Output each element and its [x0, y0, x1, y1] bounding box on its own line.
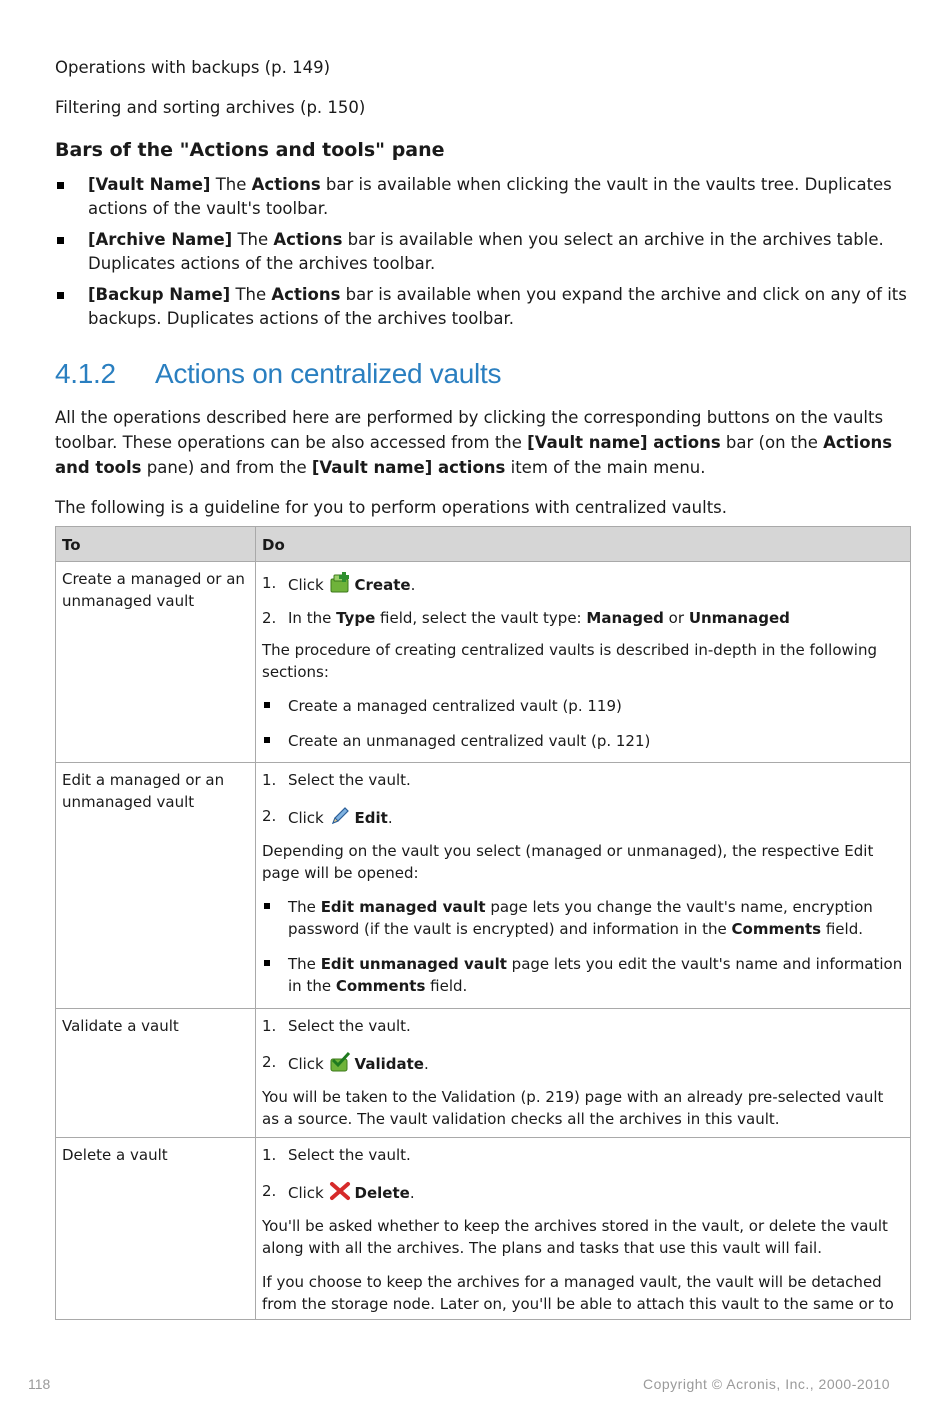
row-validate-do: 1. Select the vault. 2. Click Validate. You will be taken to the Validation (p. 219) page with an already pre-selected vault as a source. The vault validation checks all the archives in this vault.: [256, 1009, 911, 1138]
bullet-square-icon: [57, 237, 64, 244]
link-filtering-sorting-archives[interactable]: Filtering and sorting archives (p. 150): [55, 98, 366, 117]
row-create-do: 1. Click Create. 2. In the Type field, select the vault type: Managed or Unmanaged The procedure of creating centralized vaults is described in-depth in the following sections: Create a managed centralized vault (p. 119) Create an unmanaged centralized vault (p. 121): [256, 562, 911, 763]
row-validate-to: Validate a vault: [56, 1009, 256, 1138]
list-item: [Vault Name] The Actions bar is available when clicking the vault in the vaults tree. Duplicates actions of the vault's toolbar.: [55, 173, 911, 221]
bullet-square-icon: [264, 903, 270, 909]
list-item: The Edit managed vault page lets you change the vault's name, encryption password (if the vault is encrypted) and information in the Comments field.: [262, 896, 904, 940]
pencil-edit-icon: [329, 805, 351, 827]
bars-heading: Bars of the "Actions and tools" pane: [55, 139, 445, 161]
column-header-do: Do: [256, 527, 911, 562]
section-title: Actions on centralized vaults: [155, 358, 502, 389]
bullet-square-icon: [264, 960, 270, 966]
list-item[interactable]: Create a managed centralized vault (p. 119): [262, 695, 904, 717]
list-item[interactable]: Create an unmanaged centralized vault (p. 121): [262, 730, 904, 752]
table-row: [56, 1009, 911, 1138]
bullet-square-icon: [57, 182, 64, 189]
vault-create-icon: [329, 572, 351, 594]
row-edit-to: Edit a managed or an unmanaged vault: [56, 763, 256, 1009]
table-row: [56, 763, 911, 1009]
red-x-delete-icon: [329, 1180, 351, 1202]
guideline-paragraph: The following is a guideline for you to perform operations with centralized vaults.: [55, 498, 728, 517]
table-header-row: [56, 527, 911, 562]
bullet-square-icon: [57, 292, 64, 299]
row-edit-do: 1. Select the vault. 2. Click Edit. Depending on the vault you select (managed or unmanaged), the respective Edit page will be opened: The Edit managed vault page lets you change the vault's name, encryption password (if the vault is encrypted) and information in the Comments field. The Edit unmanaged vault page lets you edit the vault's name and information in the Comments field.: [256, 763, 911, 1009]
row-create-to: Create a managed or an unmanaged vault: [56, 562, 256, 763]
bars-list: [55, 173, 911, 338]
intro-paragraph: All the operations described here are performed by clicking the corresponding buttons on the vaults toolbar. These operations can be also accessed from the [Vault name] actions bar (on the Actions and tools pane) and from the [Vault name] actions item of the main menu.: [55, 408, 893, 477]
section-heading: [55, 358, 501, 390]
actions-table: [55, 526, 911, 1320]
table-row: [56, 1138, 911, 1320]
column-header-to: To: [56, 527, 256, 562]
list-item: [Backup Name] The Actions bar is available when you expand the archive and click on any of its backups. Duplicates actions of the archives toolbar.: [55, 283, 911, 331]
bullet-square-icon: [264, 737, 270, 743]
link-operations-with-backups[interactable]: Operations with backups (p. 149): [55, 58, 331, 77]
copyright-notice: Copyright © Acronis, Inc., 2000-2010: [643, 1376, 890, 1392]
list-item: The Edit unmanaged vault page lets you edit the vault's name and information in the Comments field.: [262, 953, 904, 997]
bullet-square-icon: [264, 702, 270, 708]
check-validate-icon: [329, 1051, 351, 1073]
table-row: [56, 562, 911, 763]
row-delete-do: 1. Select the vault. 2. Click Delete. You'll be asked whether to keep the archives stored in the vault, or delete the vault along with all the archives. The plans and tasks that use this vault will fail. If you choose to keep the archives for a managed vault, the vault will be detached from the storage node. Later on, you'll be able to attach this vault to the same or to: [256, 1138, 911, 1320]
row-delete-to: Delete a vault: [56, 1138, 256, 1320]
list-item: [Archive Name] The Actions bar is available when you select an archive in the archives table. Duplicates actions of the archives toolbar.: [55, 228, 911, 276]
page-number: 118: [28, 1376, 51, 1392]
section-number: 4.1.2: [55, 358, 116, 389]
